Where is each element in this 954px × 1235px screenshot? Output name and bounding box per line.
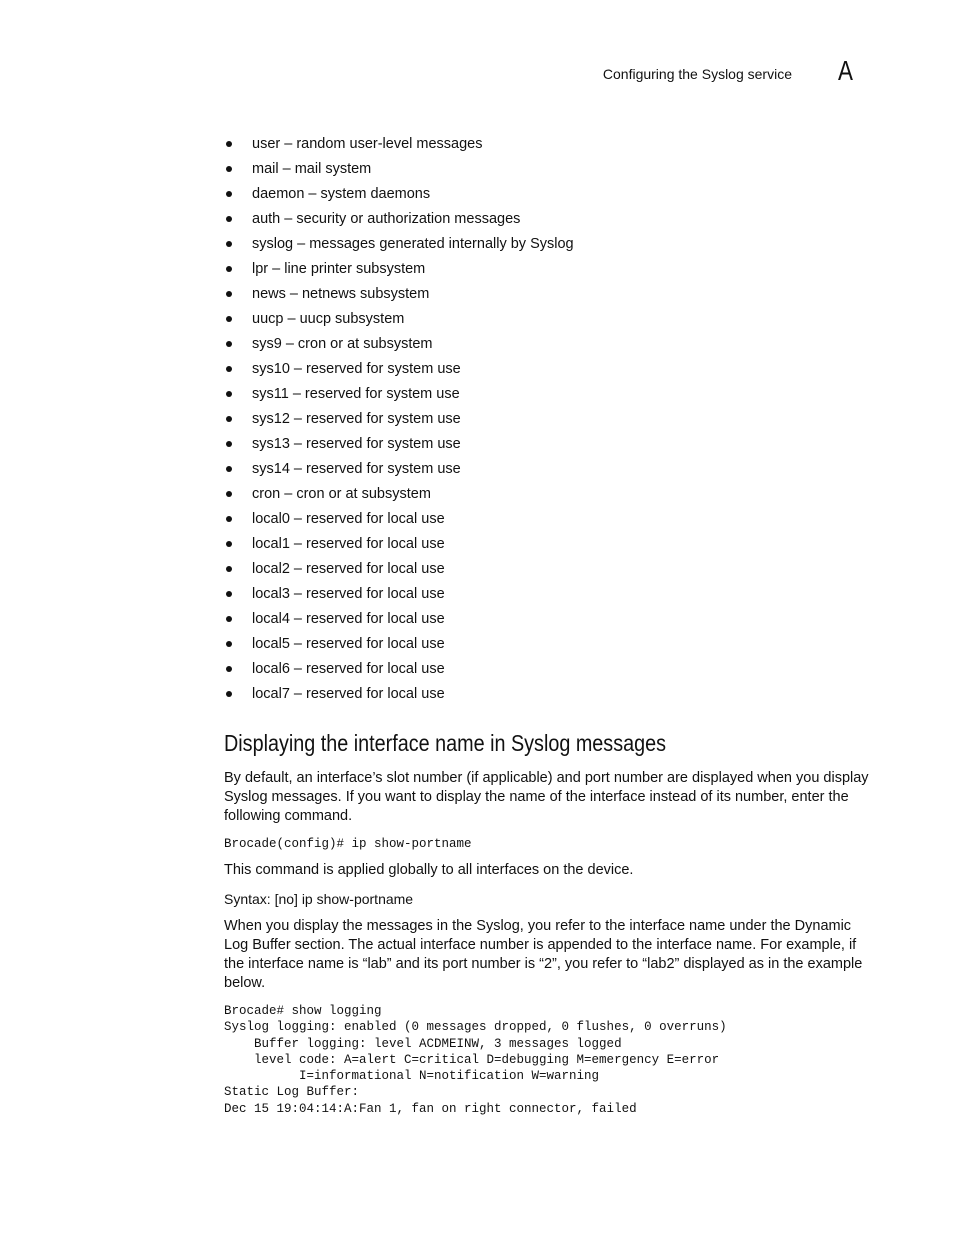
facility-text: local1 – reserved for local use (252, 536, 445, 552)
facility-text: local7 – reserved for local use (252, 686, 445, 702)
facility-list-item (224, 657, 864, 682)
facility-text: uucp – uucp subsystem (252, 311, 405, 327)
facility-text: news – netnews subsystem (252, 286, 430, 302)
facility-text: sys13 – reserved for system use (252, 436, 461, 452)
facility-list-item (224, 532, 864, 557)
facility-list-item (224, 232, 864, 257)
bullet-icon (226, 466, 232, 472)
bullet-icon (226, 616, 232, 622)
syntax-line: Syntax: [no] ip show-portname (224, 891, 414, 907)
facility-list-item (224, 357, 864, 382)
bullet-icon (226, 416, 232, 422)
show-logging-output: Brocade# show logging Syslog logging: enabled (0 messages dropped, 0 flushes, 0 overruns) Buffer logging: level ACDMEINW, 3 messages logged level code: A=alert C=critical D=debugging M=emergency E=error I=informational N=notification W=warning Static Log Buffer: Dec 15 19:04:14:A:Fan 1, fan on right connector, failed (224, 1004, 727, 1116)
facility-list-item (224, 207, 864, 232)
applied-note: This command is applied globally to all interfaces on the device. (224, 862, 634, 878)
facility-text: local2 – reserved for local use (252, 561, 445, 577)
facility-list-item (224, 132, 864, 157)
facility-list-item (224, 682, 864, 707)
facility-text: mail – mail system (252, 161, 372, 177)
facility-list-item (224, 432, 864, 457)
facility-text: syslog – messages generated internally by Syslog (252, 236, 574, 252)
facility-list-item (224, 257, 864, 282)
facility-list-item (224, 482, 864, 507)
command-example: Brocade(config)# ip show-portname (224, 837, 472, 851)
facility-list-item (224, 282, 864, 307)
facility-text: user – random user-level messages (252, 136, 483, 152)
appendix-letter: A (838, 55, 853, 86)
facility-text: local3 – reserved for local use (252, 586, 445, 602)
bullet-icon (226, 266, 232, 272)
bullet-icon (226, 441, 232, 447)
bullet-icon (226, 341, 232, 347)
facility-list-item (224, 382, 864, 407)
facility-list-item (224, 332, 864, 357)
facility-text: local5 – reserved for local use (252, 636, 445, 652)
bullet-icon (226, 491, 232, 497)
facility-list-item (224, 182, 864, 207)
facility-text: sys14 – reserved for system use (252, 461, 461, 477)
display-note-paragraph: When you display the messages in the Syslog, you refer to the interface name under the Dynamic Log Buffer section. The actual interface number is appended to the interface name. For example, if the interface name is “lab” and its port number is “2”, you refer to “lab2” displayed as in the example below. (224, 918, 863, 991)
intro-paragraph: By default, an interface’s slot number (if applicable) and port number are displayed when you display Syslog messages. If you want to display the name of the interface instead of its number, enter the following command. (224, 770, 869, 824)
facility-text: local0 – reserved for local use (252, 511, 445, 527)
facility-list-item (224, 457, 864, 482)
facility-text: sys12 – reserved for system use (252, 411, 461, 427)
bullet-icon (226, 141, 232, 147)
facility-text: local4 – reserved for local use (252, 611, 445, 627)
facility-list-item (224, 507, 864, 532)
bullet-icon (226, 591, 232, 597)
bullet-icon (226, 166, 232, 172)
bullet-icon (226, 641, 232, 647)
facility-list-item (224, 582, 864, 607)
facility-list (224, 132, 864, 707)
bullet-icon (226, 191, 232, 197)
facility-list-item (224, 157, 864, 182)
bullet-icon (226, 216, 232, 222)
bullet-icon (226, 541, 232, 547)
bullet-icon (226, 691, 232, 697)
facility-text: auth – security or authorization messages (252, 211, 521, 227)
bullet-icon (226, 316, 232, 322)
facility-text: lpr – line printer subsystem (252, 261, 426, 277)
facility-list-item (224, 632, 864, 657)
section-heading: Displaying the interface name in Syslog messages (224, 730, 666, 756)
bullet-icon (226, 666, 232, 672)
bullet-icon (226, 291, 232, 297)
facility-text: daemon – system daemons (252, 186, 431, 202)
bullet-icon (226, 391, 232, 397)
bullet-icon (226, 241, 232, 247)
facility-list-item (224, 557, 864, 582)
bullet-icon (226, 516, 232, 522)
running-header-title: Configuring the Syslog service (602, 66, 792, 82)
facility-list-item (224, 407, 864, 432)
facility-list-item (224, 607, 864, 632)
facility-text: sys11 – reserved for system use (252, 386, 460, 402)
facility-text: local6 – reserved for local use (252, 661, 445, 677)
facility-text: sys10 – reserved for system use (252, 361, 461, 377)
facility-text: sys9 – cron or at subsystem (252, 336, 433, 352)
facility-text: cron – cron or at subsystem (252, 486, 431, 502)
bullet-icon (226, 566, 232, 572)
bullet-icon (226, 366, 232, 372)
facility-list-item (224, 307, 864, 332)
